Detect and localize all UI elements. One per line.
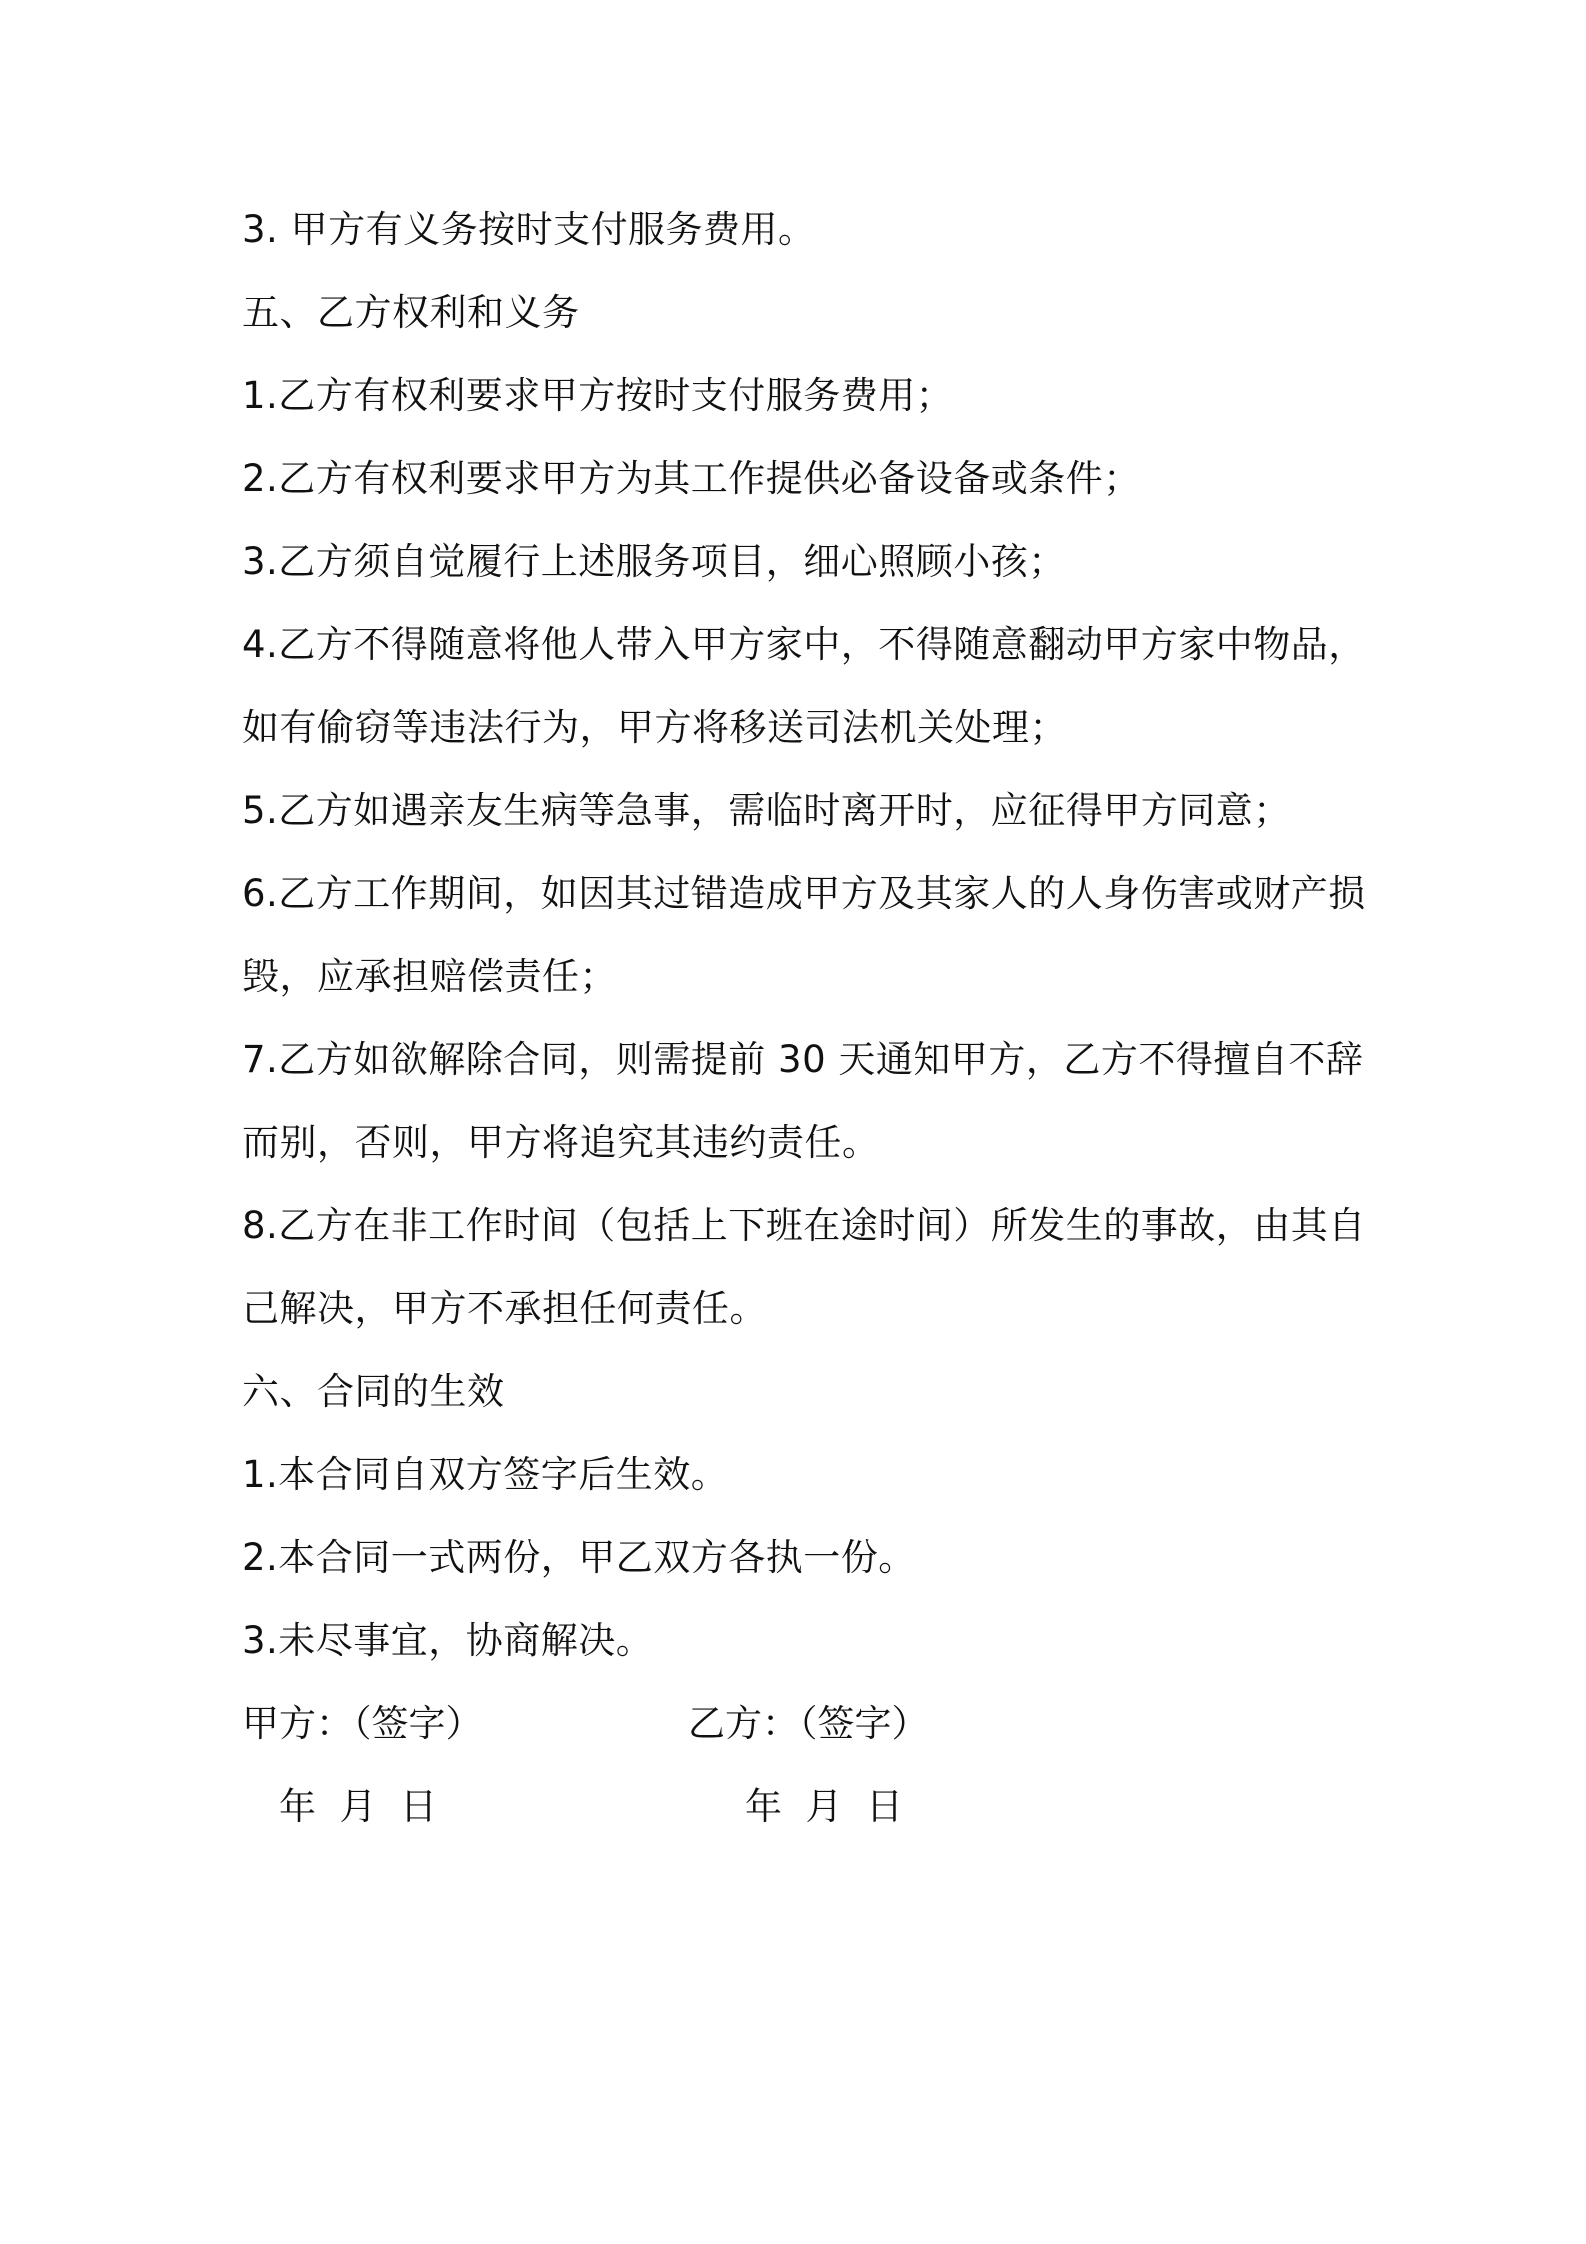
clause-b-7-line1: 7.乙方如欲解除合同，则需提前 30 天通知甲方，乙方不得擅自不辞: [242, 1038, 1364, 1081]
party-a-signature-label: 甲方：（签字）: [242, 1702, 483, 1745]
clause-c-2: 2.本合同一式两份，甲乙双方各执一份。: [242, 1536, 916, 1579]
party-a-date: 年 月 日: [279, 1785, 438, 1828]
clause-b-8-line1: 8.乙方在非工作时间（包括上下班在途时间）所发生的事故，由其自: [242, 1204, 1366, 1247]
clause-c-1: 1.本合同自双方签字后生效。: [242, 1453, 729, 1496]
section-6-heading: 六、合同的生效: [242, 1370, 505, 1413]
clause-b-6-line1: 6.乙方工作期间，如因其过错造成甲方及其家人的人身伤害或财产损: [242, 872, 1366, 915]
clause-b-2: 2.乙方有权利要求甲方为其工作提供必备设备或条件；: [242, 457, 1141, 500]
clause-b-4-line2: 如有偷窃等违法行为，甲方将移送司法机关处理；: [242, 706, 1067, 749]
clause-b-4-line1: 4.乙方不得随意将他人带入甲方家中，不得随意翻动甲方家中物品，: [242, 623, 1366, 666]
party-b-date: 年 月 日: [745, 1785, 904, 1828]
clause-b-6-line2: 毁，应承担赔偿责任；: [242, 955, 617, 998]
clause-b-1: 1.乙方有权利要求甲方按时支付服务费用；: [242, 374, 954, 417]
clause-b-5: 5.乙方如遇亲友生病等急事，需临时离开时，应征得甲方同意；: [242, 789, 1291, 832]
clause-b-3: 3.乙方须自觉履行上述服务项目，细心照顾小孩；: [242, 540, 1066, 583]
clause-b-8-line2: 己解决，甲方不承担任何责任。: [242, 1287, 767, 1330]
clause-c-3: 3.未尽事宜，协商解决。: [242, 1619, 654, 1662]
section-5-heading: 五、乙方权利和义务: [242, 291, 580, 334]
clause-b-7-line2: 而别，否则，甲方将追究其违约责任。: [242, 1121, 880, 1164]
party-b-signature-label: 乙方：（签字）: [688, 1702, 929, 1745]
clause-a-3: 3. 甲方有义务按时支付服务费用。: [242, 208, 816, 251]
